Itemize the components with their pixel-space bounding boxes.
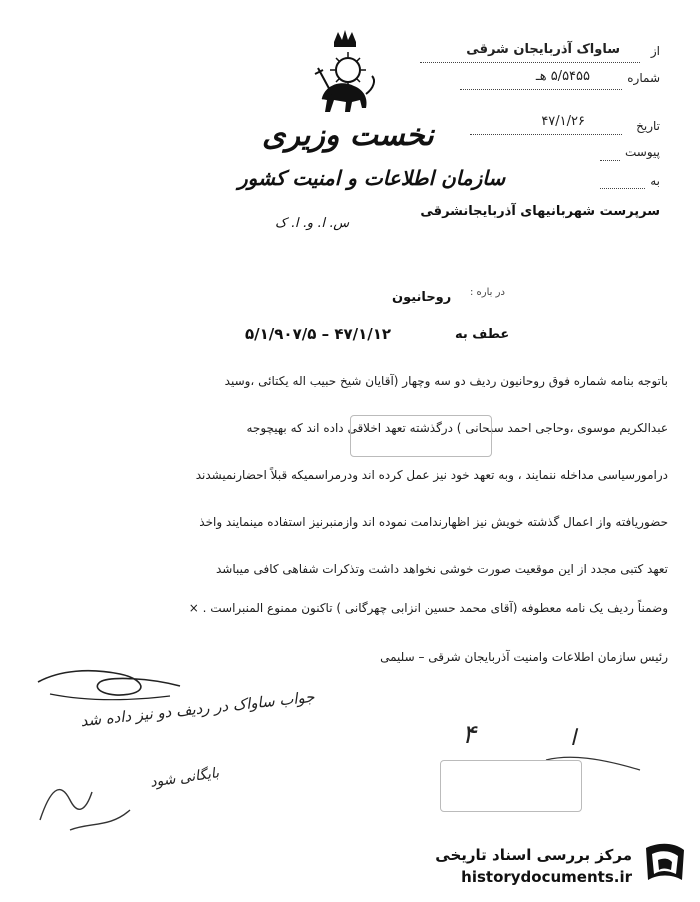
- date-dotline: [470, 134, 622, 135]
- archive-logo-icon: [640, 840, 690, 886]
- body-line: باتوجه بنامه شماره فوق روحانیون ردیف دو سه وچهار (آقایان شیخ حبیب اله یکتائی ،وسید: [224, 374, 668, 388]
- body-line: عبدالکریم موسوی ،وحاجی احمد سبحانی ) درگذشته تعهد اخلاقی داده اند که بهیچوجه: [246, 421, 668, 435]
- to-label: به: [650, 174, 660, 188]
- lion-and-sun-emblem-icon: [308, 28, 382, 124]
- number-dotline: [460, 89, 622, 90]
- body-line: حضوریافته واز اعمال گذشته خویش نیز اظهارندامت نموده اند وازمنبرنیز استفاده مینمایند واخذ: [199, 515, 668, 529]
- date-value: ۴۷/۱/۲۶: [541, 114, 585, 129]
- handwritten-scribble-icon: [30, 770, 150, 840]
- handwritten-initial: ۴: [462, 720, 476, 750]
- body-line: درامورسیاسی مداخله ننمایند ، وبه تعهد خود نیز عمل کرده اند ودرمراسمیکه قبلاً احضارنمیشدند: [195, 468, 668, 482]
- attachment-label: پیوست: [625, 145, 660, 159]
- handwritten-initial: ا: [570, 726, 577, 751]
- handwritten-note-reply: جواب ساواک در ردیف دو نیز داده شد: [79, 687, 316, 731]
- body-line: تعهد کتبی مجدد از این موقعیت صورت خوشی نخواهد داشت وتذکرات شفاهی کافی میباشد: [215, 562, 668, 576]
- reference-value: ۴۷/۱/۱۲ – ۵/۱/۹۰۷/۵: [245, 325, 392, 343]
- number-label: شماره: [627, 71, 660, 85]
- letterhead-org: سازمان اطلاعات و امنیت کشور: [238, 166, 506, 190]
- recipient: سرپرست شهربانیهای آذربایجانشرقی: [420, 204, 660, 219]
- to-dotline: [600, 188, 645, 189]
- from-label: از: [650, 44, 660, 58]
- letterhead-code: س. ا. و. ا. ک: [275, 216, 350, 231]
- subject-value: روحانیون: [392, 290, 452, 305]
- faint-stamp: [440, 760, 582, 812]
- watermark-url: historydocuments.ir: [461, 868, 632, 886]
- attachment-dotline: [600, 160, 620, 161]
- number-value: ۵/۵۴۵۵ هـ: [535, 69, 590, 84]
- handwritten-note-archive: بایگانی شود: [149, 765, 221, 791]
- signature-line: رئیس سازمان اطلاعات وامنیت آذربایجان شرقی – سلیمی: [380, 650, 668, 664]
- from-value: ساواک آذربایجان شرقی: [466, 42, 620, 57]
- from-dotline: [420, 62, 640, 63]
- faint-stamp: [350, 415, 492, 457]
- letterhead-title: نخست وزیری: [262, 118, 434, 153]
- watermark-name: مرکز بررسی اسناد تاریخی: [435, 846, 632, 864]
- subject-label: در باره :: [470, 287, 505, 298]
- date-label: تاریخ: [636, 119, 660, 133]
- reference-label: عطف به: [455, 327, 510, 342]
- body-line: وضمناً ردیف یک نامه معطوفه (آقای محمد حسین انزابی چهرگانی ) تاکنون ممنوع المنبراست . ×: [188, 601, 668, 615]
